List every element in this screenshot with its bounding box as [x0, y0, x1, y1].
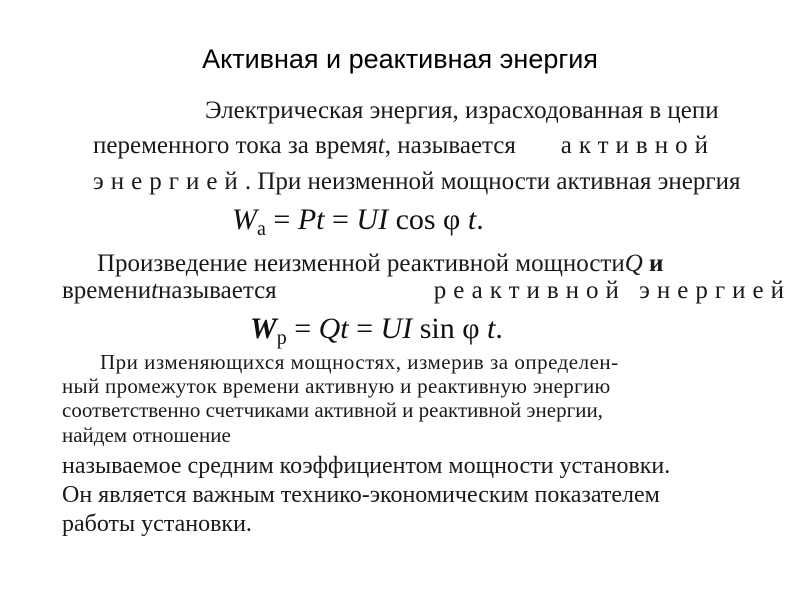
term-reactive-energy: реактивной энергией — [433, 277, 791, 304]
para3-line2: ный промежуток времени активную и реактивную энергию — [62, 374, 611, 398]
para1-line3: энергией . При неизменной мощности активная энергия — [93, 168, 741, 195]
formula-active-energy: $W_а = Pt$ = UI cos φ t. — [232, 203, 484, 240]
para3-line4: найдем отношение — [62, 423, 231, 447]
para4-line3: работы установки. — [62, 511, 252, 537]
para3-line1: При изменяющихся мощностях, измерив за определен- — [100, 350, 619, 374]
para1-line1: Электрическая энергия, израсходованная в цепи — [205, 97, 719, 124]
slide-title: Активная и реактивная энергия — [202, 44, 598, 74]
para2-line2: времениtназывается реактивной энергией — [62, 277, 791, 304]
para3-line3: соответственно счетчиками активной и реактивной энергии, — [62, 398, 603, 422]
formula-reactive-energy: $W_р = Qt$ = UI sin φ t. — [250, 312, 503, 349]
term-active: активной — [560, 132, 715, 159]
term-active-energy: энергией — [93, 168, 245, 195]
para2-line1: Произведение неизменной реактивной мощностиQ и — [97, 250, 664, 277]
para4-line2: Он является важным технико-экономическим показателем — [62, 482, 660, 508]
para1-line2: переменного тока за времяt, называется активной — [93, 132, 715, 159]
para4-line1: называемое средним коэффициентом мощности установки. — [62, 453, 671, 479]
